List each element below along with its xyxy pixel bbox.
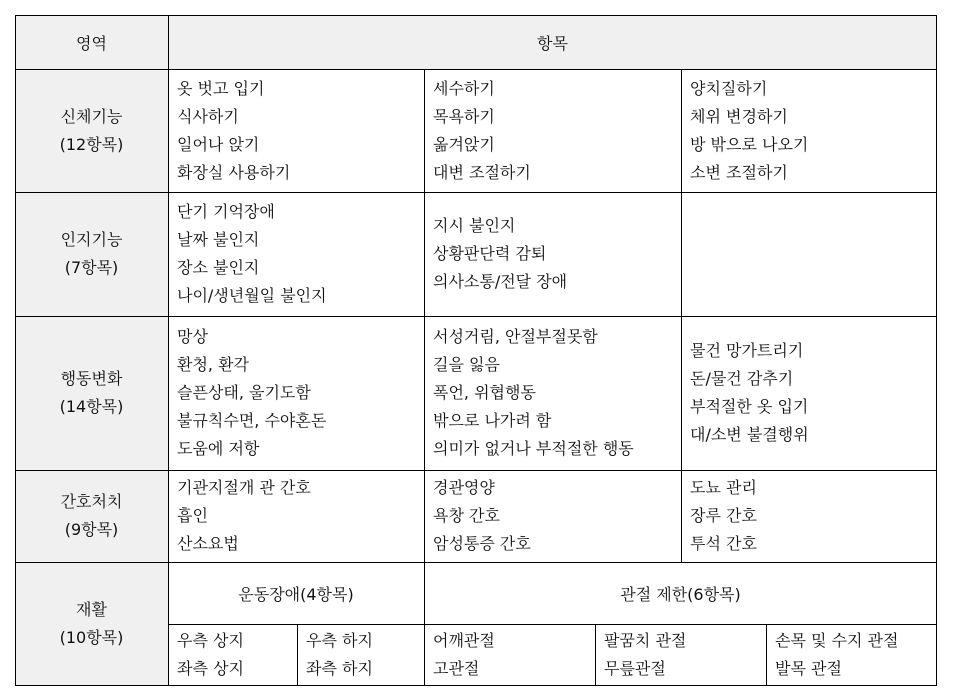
list-item: 도움에 저항 — [177, 439, 260, 458]
list-item: 나이/생년월일 불인지 — [177, 286, 327, 305]
list-item: 발목 관절 — [775, 659, 842, 678]
list-item: 서성거림, 안절부절못함 — [433, 327, 598, 346]
list-item: 상황판단력 감퇴 — [433, 244, 547, 263]
list-item: 고관절 — [433, 659, 480, 678]
list-item: 우측 하지 — [306, 631, 373, 650]
list-item: 망상 — [177, 327, 208, 346]
list-item: 길을 잃음 — [433, 355, 500, 374]
list-item: 어깨관절 — [433, 631, 495, 650]
list-item: 방 밖으로 나오기 — [690, 134, 809, 154]
list-item: 체위 변경하기 — [690, 106, 788, 126]
list-item: 장루 간호 — [690, 506, 757, 525]
list-item: 의사소통/전달 장애 — [433, 272, 568, 291]
list-item: 의미가 없거나 부적절한 행동 — [433, 439, 634, 458]
area-title: 간호처치 — [60, 492, 123, 511]
list-item: 경관영양 — [433, 478, 495, 497]
list-item: 도뇨 관리 — [690, 478, 757, 497]
area-title: 인지기능 — [60, 230, 123, 249]
list-item: 팔꿈치 관절 — [604, 631, 687, 650]
header-area-label: 영역 — [76, 33, 107, 53]
header-items-label: 항목 — [537, 33, 568, 53]
list-item: 목욕하기 — [433, 106, 495, 126]
list-item: 산소요법 — [177, 534, 239, 553]
list-item: 좌측 상지 — [177, 659, 244, 678]
list-item: 옷 벗고 입기 — [177, 78, 265, 98]
list-item: 환청, 환각 — [177, 355, 249, 374]
list-item: 물건 망가트리기 — [690, 341, 804, 360]
list-item: 일어나 앉기 — [177, 134, 260, 154]
list-item: 기관지절개 관 간호 — [177, 478, 311, 497]
list-item: 옮겨앉기 — [433, 134, 495, 154]
area-title: 재활 — [76, 600, 107, 619]
area-count: (14항목) — [59, 397, 124, 416]
list-item: 불규칙수면, 수야혼돈 — [177, 411, 327, 430]
list-item: 장소 불인지 — [177, 258, 260, 277]
list-item: 부적절한 옷 입기 — [690, 397, 809, 416]
area-title: 행동변화 — [60, 369, 123, 388]
list-item: 무릎관절 — [604, 659, 666, 678]
rehab-joint-header-label: 관절 제한(6항목) — [620, 584, 741, 604]
list-item: 양치질하기 — [690, 78, 768, 98]
area-count: (10항목) — [59, 628, 124, 647]
list-item: 대변 조절하기 — [433, 162, 531, 182]
list-item: 폭언, 위협행동 — [433, 383, 536, 402]
list-item: 암성통증 간호 — [433, 534, 531, 553]
list-item: 손목 및 수지 관절 — [775, 631, 899, 650]
area-count: (9항목) — [64, 520, 119, 539]
list-item: 대/소변 불결행위 — [690, 425, 809, 444]
list-item: 식사하기 — [177, 106, 239, 126]
list-item: 슬픈상태, 울기도함 — [177, 383, 311, 402]
list-item: 우측 상지 — [177, 631, 244, 650]
area-count: (12항목) — [59, 134, 124, 154]
list-item: 좌측 하지 — [306, 659, 373, 678]
list-item: 단기 기억장애 — [177, 202, 275, 221]
list-item: 지시 불인지 — [433, 216, 516, 235]
list-item: 밖으로 나가려 함 — [433, 411, 552, 430]
list-item: 돈/물건 감추기 — [690, 369, 794, 388]
list-item: 투석 간호 — [690, 534, 757, 553]
list-item: 화장실 사용하기 — [177, 162, 291, 182]
list-item: 소변 조절하기 — [690, 162, 788, 182]
rehab-motor-header-label: 운동장애(4항목) — [238, 584, 354, 604]
area-title: 신체기능 — [60, 106, 123, 126]
list-item: 흡인 — [177, 506, 208, 525]
list-item: 세수하기 — [433, 78, 495, 98]
area-count: (7항목) — [64, 258, 119, 277]
list-item: 욕창 간호 — [433, 506, 500, 525]
list-item: 날짜 불인지 — [177, 230, 260, 249]
